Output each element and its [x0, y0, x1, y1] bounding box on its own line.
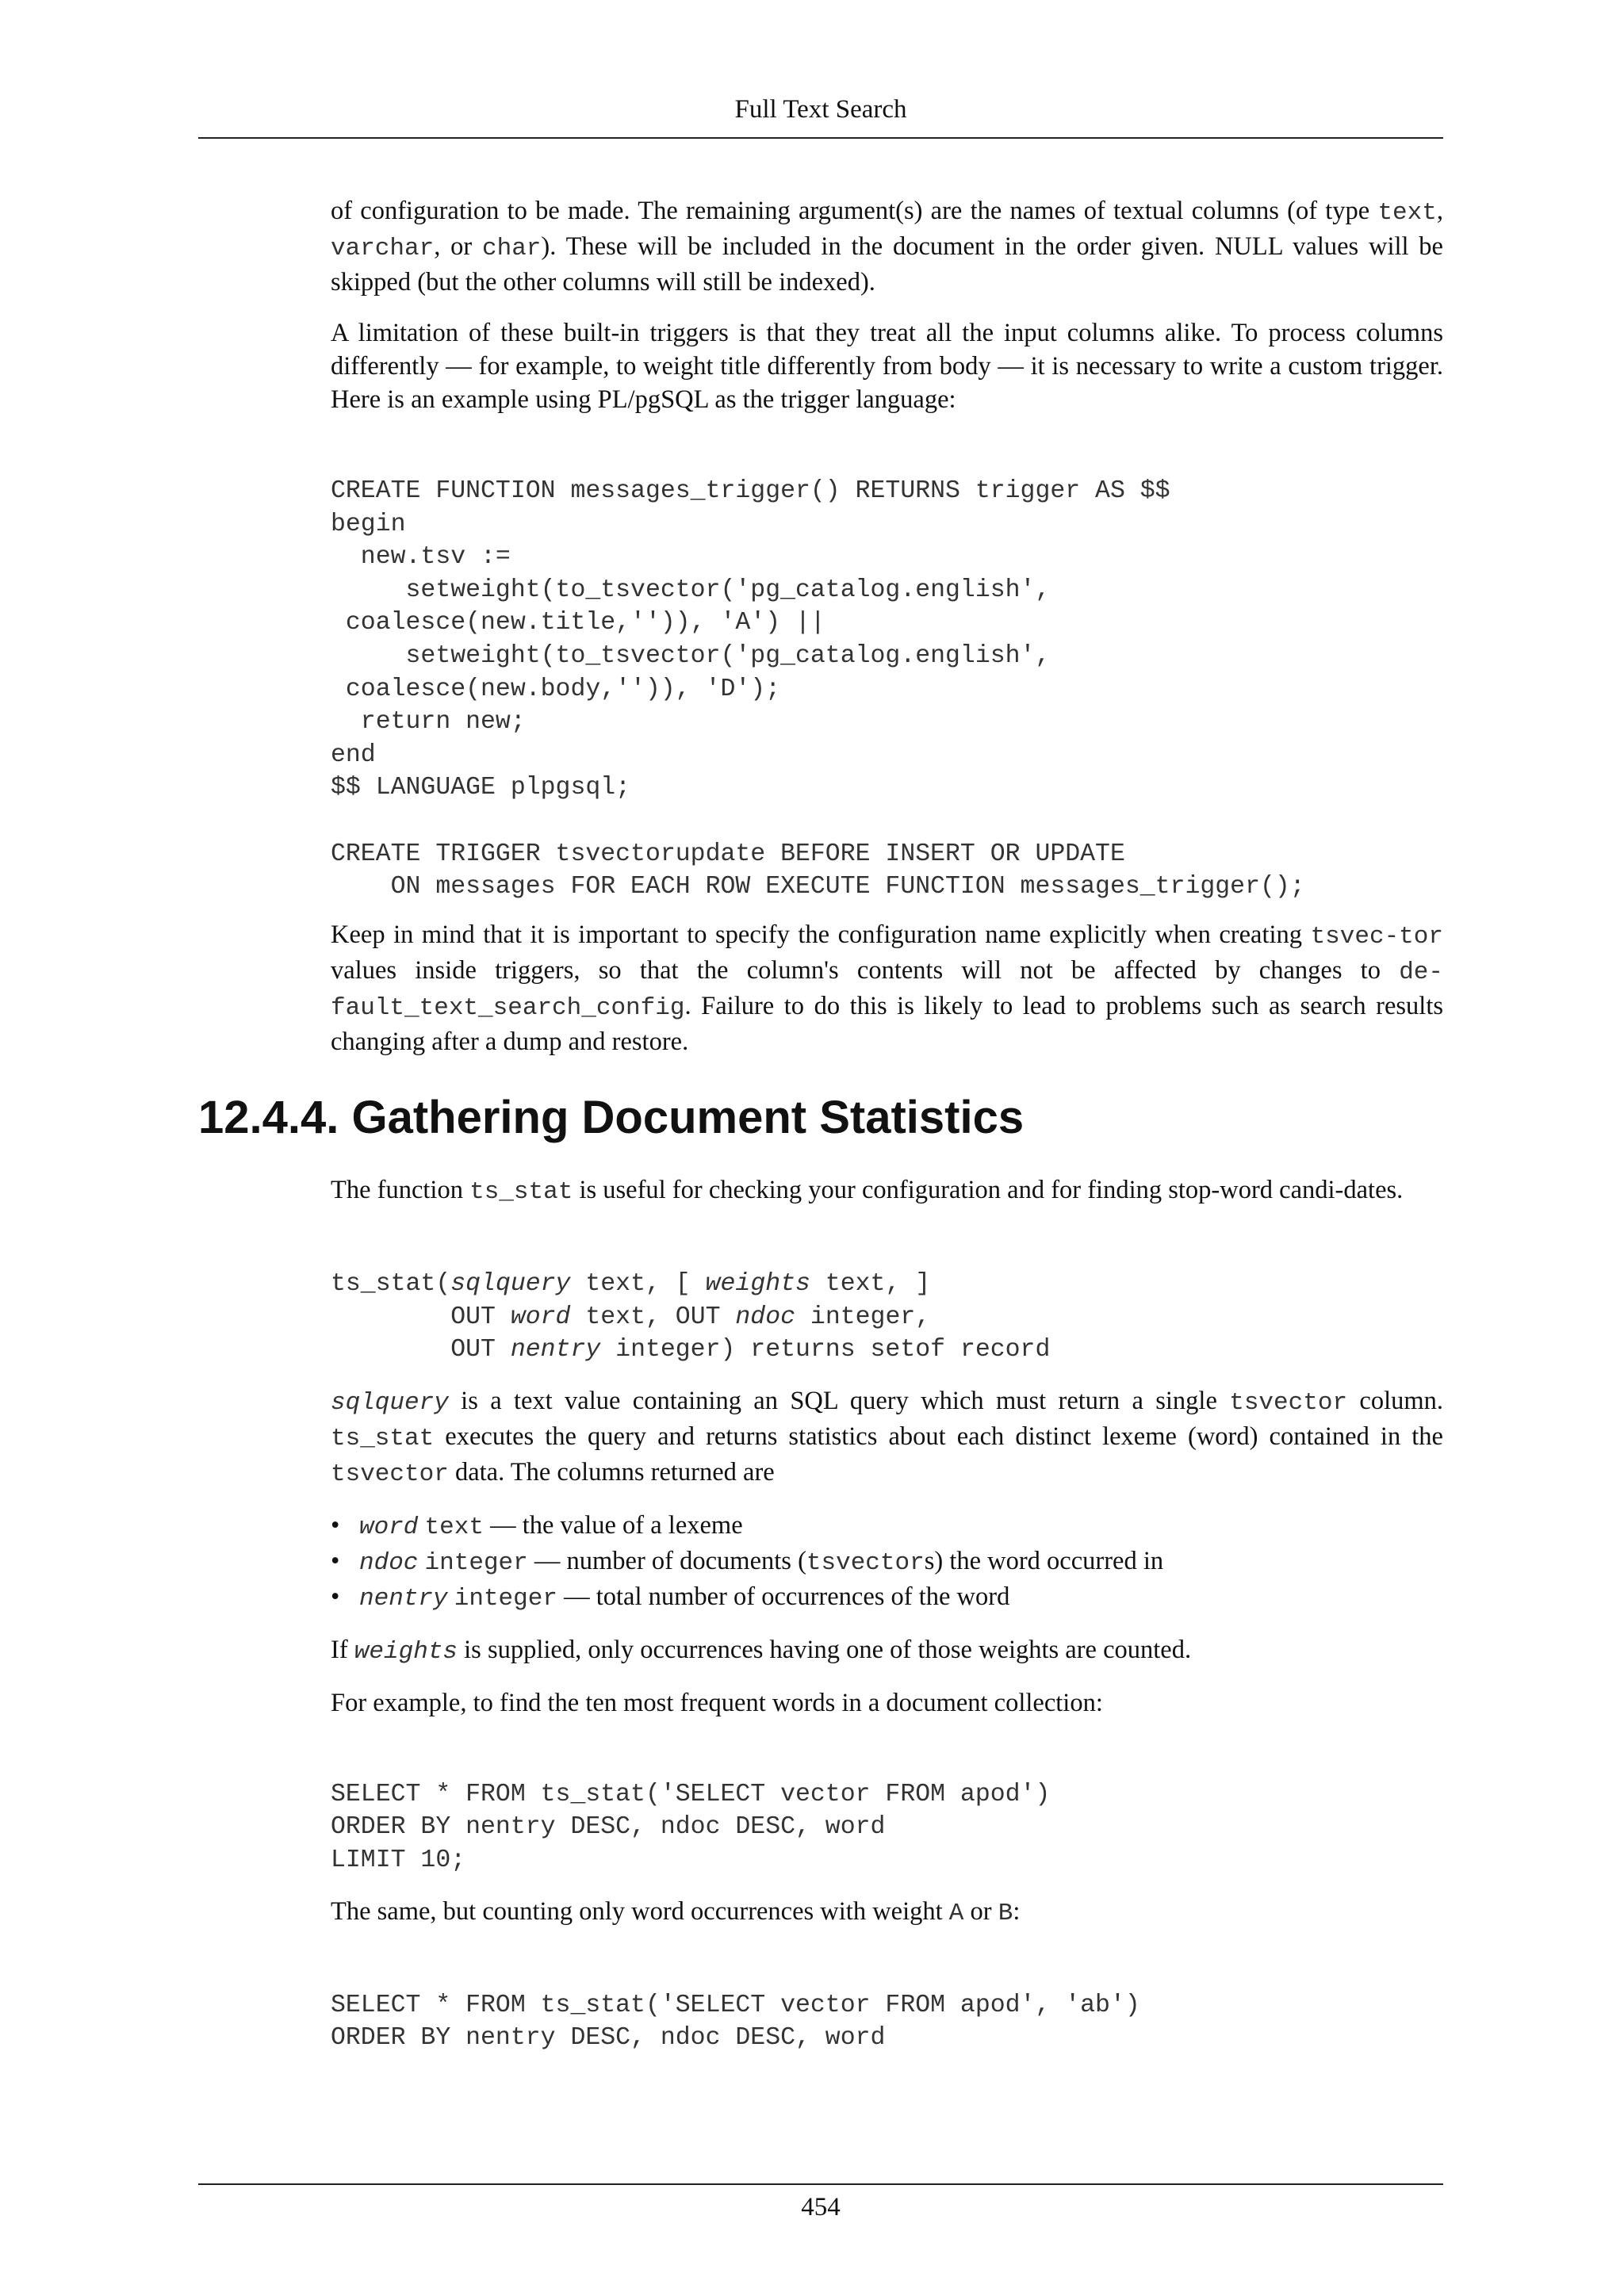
code-type: text: [424, 1513, 484, 1541]
header-rule: [198, 137, 1443, 139]
paragraph-example-intro: For example, to find the ten most frequent words in a document collection:: [331, 1688, 1103, 1717]
code-ndoc: ndoc: [359, 1548, 419, 1577]
page-body: [331, 194, 1443, 1058]
text-run: data. The columns returned are: [448, 1457, 775, 1487]
code-ts-stat: ts_stat: [331, 1424, 435, 1452]
running-header: Full Text Search: [734, 95, 907, 124]
paragraph-trigger-args: [331, 194, 1443, 299]
code-ts-stat: ts_stat: [469, 1178, 573, 1206]
text-run: is supplied, only occurrences having one of those weights are counted.: [458, 1635, 1192, 1664]
text-run: column.: [1347, 1386, 1444, 1415]
code-tsvector: tsvector: [1229, 1388, 1348, 1417]
text-run: The same, but counting only word occurrences with weight: [331, 1896, 949, 1926]
text-run: executes the query and returns statistics about each distinct lexeme (word) contained in the: [434, 1422, 1443, 1451]
code-block-weighted-query: SELECT * FROM ts_stat('SELECT vector FROM apod', 'ab') ORDER BY nentry DESC, ndoc DESC, word: [331, 1991, 1140, 2053]
code-tsvector: tsvector: [331, 1460, 449, 1488]
code-varchar: varchar: [331, 235, 435, 262]
code-block-example-query: SELECT * FROM ts_stat('SELECT vector FROM apod') ORDER BY nentry DESC, ndoc DESC, word LIMIT 10;: [331, 1780, 1051, 1874]
code-block-trigger-function: CREATE FUNCTION messages_trigger() RETURNS trigger AS $$ begin new.tsv := setweight(to_tsvector('pg_catalog.english', coalesce(new.title,'')), 'A') || setweight(to_tsvector('pg_catalog.english', coalesce(new.body,'')), 'D'); return new; end $$ LANGUAGE plpgsql; CREATE TRIGGER tsvectorupdate BEFORE INSERT OR UPDATE ON messages FOR EACH ROW EXECUTE FUNCTION messages_trigger();: [331, 477, 1305, 901]
footer-rule: [198, 2183, 1443, 2185]
text-run: of configuration to be made. The remaining argument(s) are the names of textual columns (of type: [331, 197, 1378, 225]
text-run: — the value of a lexeme: [483, 1510, 743, 1540]
text-run: — number of documents (: [527, 1546, 806, 1575]
code-weight-b: B: [998, 1899, 1013, 1927]
code-block-ts-stat-signature: ts_stat(sqlquery text, [ weights text, ] OUT word text, OUT ndoc integer, OUT nentry integer) returns setof record: [331, 1270, 1051, 1364]
section-heading: 12.4.4. Gathering Document Statistics: [198, 1092, 1025, 1143]
code-default-text-search-config: de-fault_text_search_config: [331, 958, 1443, 1022]
text-run: or: [963, 1896, 998, 1926]
code-weights: weights: [354, 1637, 458, 1666]
code-char: char: [482, 235, 542, 262]
code-text: text: [1377, 199, 1437, 227]
list-item: [331, 1509, 1443, 1544]
returned-columns-list: [331, 1509, 1443, 1616]
text-run: :: [1013, 1896, 1021, 1926]
code-weight-a: A: [948, 1899, 964, 1927]
text-run: values inside triggers, so that the column's contents will not be affected by changes to: [331, 955, 1400, 985]
paragraph-ts-stat-intro: [331, 1173, 1443, 1209]
text-run: s) the word occurred in: [924, 1546, 1164, 1575]
text-run: The function: [331, 1176, 470, 1204]
text-run: , or: [434, 232, 482, 261]
text-run: If: [331, 1635, 354, 1664]
paragraph-weights-note: [331, 1633, 1443, 1669]
code-word: word: [359, 1513, 419, 1541]
text-run: is a text value containing an SQL query which must return a single: [448, 1386, 1230, 1415]
code-sqlquery: sqlquery: [331, 1388, 449, 1417]
paragraph-trigger-limitation: A limitation of these built-in triggers is that they treat all the input columns alike. To process columns differently — for example, to weight title differently from body — it is necessary to write a custom trigger. Here is an example using PL/pgSQL as the trigger language:: [331, 319, 1443, 414]
code-type: integer: [454, 1584, 557, 1613]
code-tsvector: tsvector: [806, 1548, 925, 1577]
page-number: 454: [801, 2193, 841, 2221]
text-run: — total number of occurrences of the word: [557, 1582, 1010, 1611]
code-tsvector: tsvec-tor: [1310, 922, 1443, 951]
text-run: Keep in mind that it is important to specify the configuration name explicitly when creating: [331, 920, 1311, 949]
text-run: ,: [1436, 197, 1443, 225]
list-item: [331, 1544, 1443, 1580]
paragraph-sqlquery-description: [331, 1384, 1443, 1491]
text-run: is useful for checking your configuration and for finding stop-word candi-dates.: [573, 1176, 1404, 1204]
code-type: integer: [424, 1548, 528, 1577]
code-nentry: nentry: [359, 1584, 448, 1613]
text-run: ). These will be included in the document in the order given. NULL values will be skipped (but the other columns will still be indexed).: [331, 232, 1443, 297]
paragraph-weight-example-intro: [331, 1895, 1443, 1931]
paragraph-config-note: [331, 918, 1443, 1058]
list-item: [331, 1580, 1443, 1616]
page-body-section: [331, 1173, 1443, 2055]
text-run: . Failure to do this is likely to lead to problems such as search results changing after a dump and restore.: [331, 991, 1443, 1056]
